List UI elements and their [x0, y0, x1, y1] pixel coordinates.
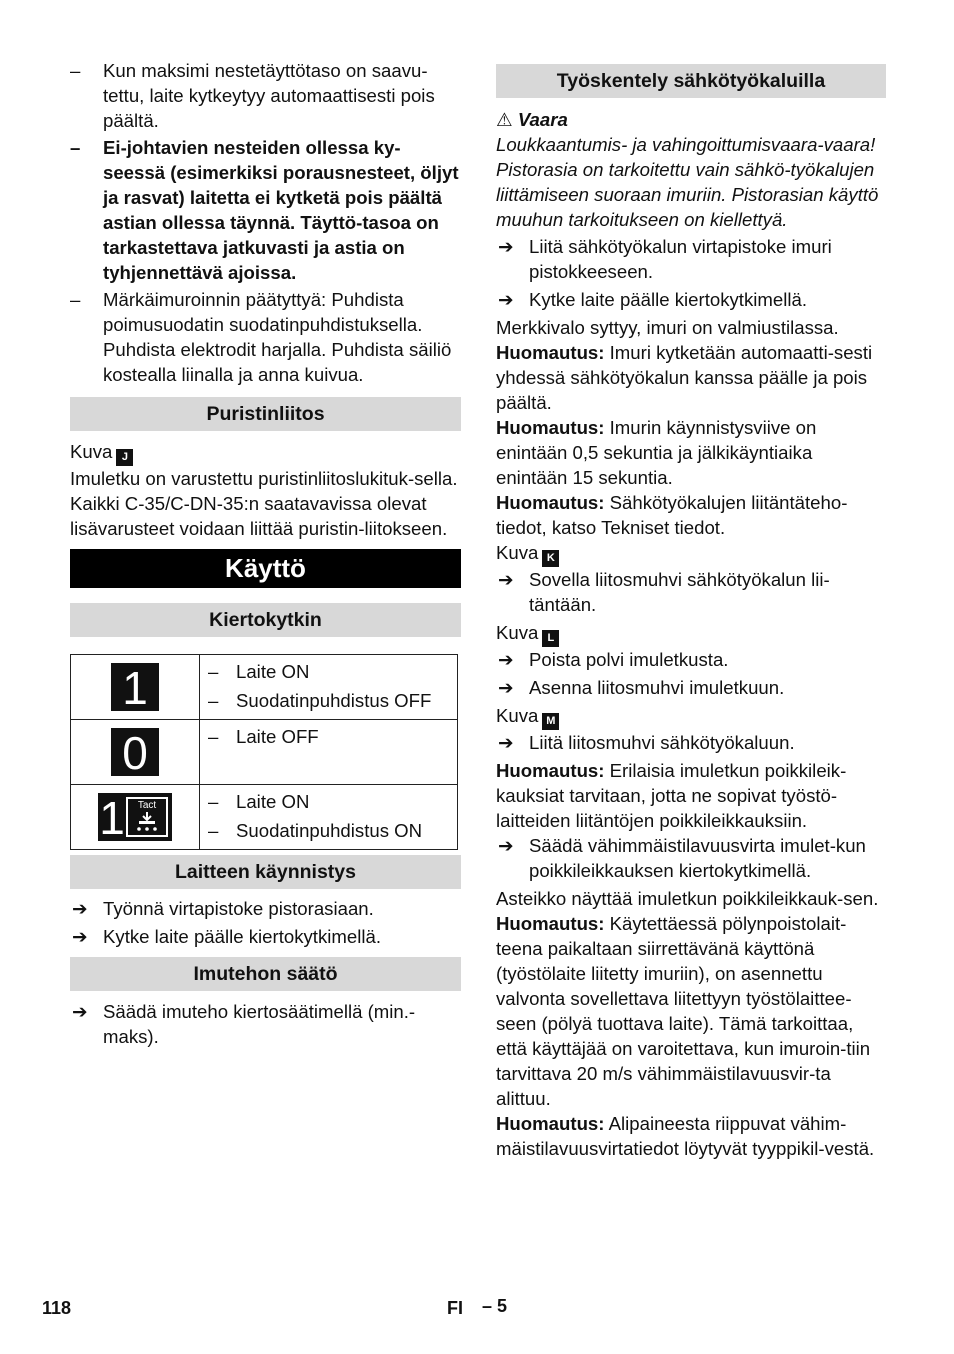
note	[496, 340, 886, 415]
table-row	[71, 655, 458, 720]
switch-symbol-cell	[71, 655, 200, 720]
section-heading-sahkotyokalut: Työskentely sähkötyökaluilla	[496, 64, 886, 98]
footer-language: FI	[447, 1298, 463, 1318]
note-label: Huomautus:	[496, 760, 605, 781]
right-column	[496, 64, 886, 1161]
arrow-icon: ➔	[498, 236, 514, 257]
list-item	[70, 924, 461, 949]
note-label: Huomautus:	[496, 492, 605, 513]
tact-filter-box	[126, 797, 168, 837]
arrow-icon: ➔	[72, 898, 88, 919]
switch-table	[70, 654, 458, 850]
arrow-icon: ➔	[498, 569, 514, 590]
figure-reference	[496, 703, 886, 730]
switch-desc-line: – Suodatinpuhdistus ON	[208, 816, 453, 845]
step-text: Asenna liitosmuhvi imuletkuun.	[529, 677, 785, 698]
figure-reference	[496, 540, 886, 567]
step-text: Poista polvi imuletkusta.	[529, 649, 729, 670]
note-label: Huomautus:	[496, 913, 605, 934]
section-heading-imuteho: Imutehon säätö	[70, 957, 461, 991]
switch-symbol-cell	[71, 785, 200, 850]
switch-position-tact-icon	[98, 792, 172, 844]
puristinliitos-text: Imuletku on varustettu puristinliitoslukituk-sella. Kaikki C-35/C-DN-35:n saatavavissa olevat lisävarusteet voidaan liittää puristin-liitokseen.	[70, 468, 458, 539]
section-heading-kaynnistys: Laitteen käynnistys	[70, 855, 461, 889]
switch-position-0-icon: 0	[111, 728, 159, 776]
figure-label: Kuva	[70, 441, 113, 462]
list-item	[496, 675, 886, 700]
tact-label: Tact	[137, 800, 157, 811]
step-text: Liitä sähkötyökalun virtapistoke imuri pistokkeeseen.	[529, 236, 832, 282]
note-text: Sähkötyökalujen liitäntäteho-tiedot, katso Tekniset tiedot.	[496, 492, 848, 538]
step-text: Säädä imuteho kiertosäätimellä (min.-maks).	[103, 1001, 416, 1047]
list-item	[70, 999, 461, 1049]
warning-text: Loukkaantumis- ja vahingoittumisvaara-vaara! Pistorasia on tarkoitettu vain sähkö-työkalujen liittämiseen suoraan imuriin. Pistorasian käyttö muuhun tarkoitukseen on kiellettyä.	[496, 134, 879, 230]
switch-desc-cell	[200, 720, 458, 785]
figure-tag: L	[542, 630, 559, 647]
note	[496, 490, 886, 540]
list-item	[496, 234, 886, 284]
switch-position-1-icon: 1	[111, 663, 159, 711]
tact-symbol-number: 1	[99, 792, 125, 844]
warning-label: Vaara	[517, 109, 568, 130]
figure-label: Kuva	[496, 622, 539, 643]
switch-desc-line: – Laite OFF	[208, 722, 453, 751]
status-text: Merkkivalo syttyy, imuri on valmiustilassa.	[496, 317, 839, 338]
list-item	[496, 647, 886, 672]
figure-label: Kuva	[496, 705, 539, 726]
figure-tag: J	[116, 449, 133, 466]
table-row	[71, 785, 458, 850]
arrow-icon: ➔	[498, 649, 514, 670]
note-text: Imurin käynnistysviive on enintään 0,5 sekuntia ja jälkikäyntiaika enintään 15 sekuntia.	[496, 417, 817, 488]
step-text: Säädä vähimmäistilavuusvirta imulet-kun poikkileikkauksen kiertokytkimellä.	[529, 835, 866, 881]
list-item: – Märkäimuroinnin päätyttyä: Puhdista poimusuodatin suodatinpuhdistuksella. Puhdista elektrodit harjalla. Puhdista säiliö kostealla liinalla ja anna kuivua.	[70, 287, 461, 387]
step-text: Kytke laite päälle kiertokytkimellä.	[103, 926, 381, 947]
list-item	[496, 567, 886, 617]
warning-heading	[496, 107, 886, 132]
switch-desc-line: – Laite ON	[208, 787, 453, 816]
figure-tag: M	[542, 713, 559, 730]
step-text: Liitä liitosmuhvi sähkötyökaluun.	[529, 732, 795, 753]
step-text: Työnnä virtapistoke pistorasiaan.	[103, 898, 374, 919]
arrow-icon: ➔	[498, 677, 514, 698]
table-row	[71, 720, 458, 785]
tact-filter-icon	[130, 810, 164, 834]
list-item: – Kun maksimi nestetäyttötaso on saavu-tettu, laite kytkeytyy automaattisesti pois päältä.	[70, 58, 461, 133]
step-text: Kytke laite päälle kiertokytkimellä.	[529, 289, 807, 310]
list-item	[70, 896, 461, 921]
step-text: Sovella liitosmuhvi sähkötyökalun lii-täntään.	[529, 569, 830, 615]
note	[496, 415, 886, 490]
note-text: Käytettäessä pölynpoistolait-teena paikaltaan siirrettävänä käyttönä (työstölaite liitetty imuriin), on asennettu valvonta sovellettava liitettyyn työstölaittee-seen (pölyä tuottava laite). Tämä tarkoittaa, että käyttäjää on varoitettava, kun imuroin-tiin tarvittava 20 m/s vähimmäistilavuusvir-ta alittuu.	[496, 913, 871, 1109]
arrow-icon: ➔	[72, 926, 88, 947]
footer-subpage: – 5	[482, 1296, 508, 1316]
list-item	[496, 833, 886, 883]
arrow-icon: ➔	[498, 289, 514, 310]
switch-desc-cell	[200, 655, 458, 720]
note	[496, 911, 886, 1111]
arrow-icon: ➔	[72, 1001, 88, 1022]
note-text: Imuri kytketään automaatti-sesti yhdessä sähkötyökalun kanssa päälle ja pois päältä.	[496, 342, 873, 413]
switch-symbol-cell	[71, 720, 200, 785]
warning-triangle-icon: ⚠	[496, 109, 513, 130]
arrow-icon: ➔	[498, 835, 514, 856]
note-text: Alipaineesta riippuvat vähim-mäistilavuusvirtatiedot löytyvät tyyppikil-vestä.	[496, 1113, 875, 1159]
note	[496, 758, 886, 833]
left-column	[70, 58, 461, 1052]
figure-reference	[496, 620, 886, 647]
figure-label: Kuva	[496, 542, 539, 563]
note-label: Huomautus:	[496, 417, 605, 438]
intro-list	[70, 58, 461, 387]
scale-text: Asteikko näyttää imuletkun poikkileikkauk-sen.	[496, 888, 879, 909]
switch-desc-cell	[200, 785, 458, 850]
section-heading-puristinliitos: Puristinliitos	[70, 397, 461, 431]
start-steps	[70, 896, 461, 949]
note	[496, 1111, 886, 1161]
note-label: Huomautus:	[496, 1113, 605, 1134]
list-item-bold: – Ei-johtavien nesteiden ollessa ky-seessä (esimerkiksi porausnesteet, öljyt ja rasvat) laitetta ei kytketä pois päältä astian ollessa täynnä. Täyttö-tasoa on tarkastettava jatkuvasti ja astia on tyhjennettävä ajoissa.	[70, 135, 461, 285]
figure-tag: K	[542, 550, 559, 567]
switch-desc-line: – Suodatinpuhdistus OFF	[208, 686, 453, 715]
page-number: 118	[42, 1298, 72, 1318]
figure-reference	[70, 439, 461, 466]
list-item	[496, 287, 886, 312]
section-heading-kiertokytkin: Kiertokytkin	[70, 603, 461, 637]
note-label: Huomautus:	[496, 342, 605, 363]
arrow-icon: ➔	[498, 732, 514, 753]
switch-desc-line: – Laite ON	[208, 657, 453, 686]
imuteho-steps	[70, 999, 461, 1049]
list-item	[496, 730, 886, 755]
chapter-heading-kaytto: Käyttö	[70, 549, 461, 588]
note-text: Erilaisia imuletkun poikkileik-kauksiat tarvitaan, jotta ne sopivat työstö-laitteiden liitäntöjen poikkileikkauksiin.	[496, 760, 847, 831]
